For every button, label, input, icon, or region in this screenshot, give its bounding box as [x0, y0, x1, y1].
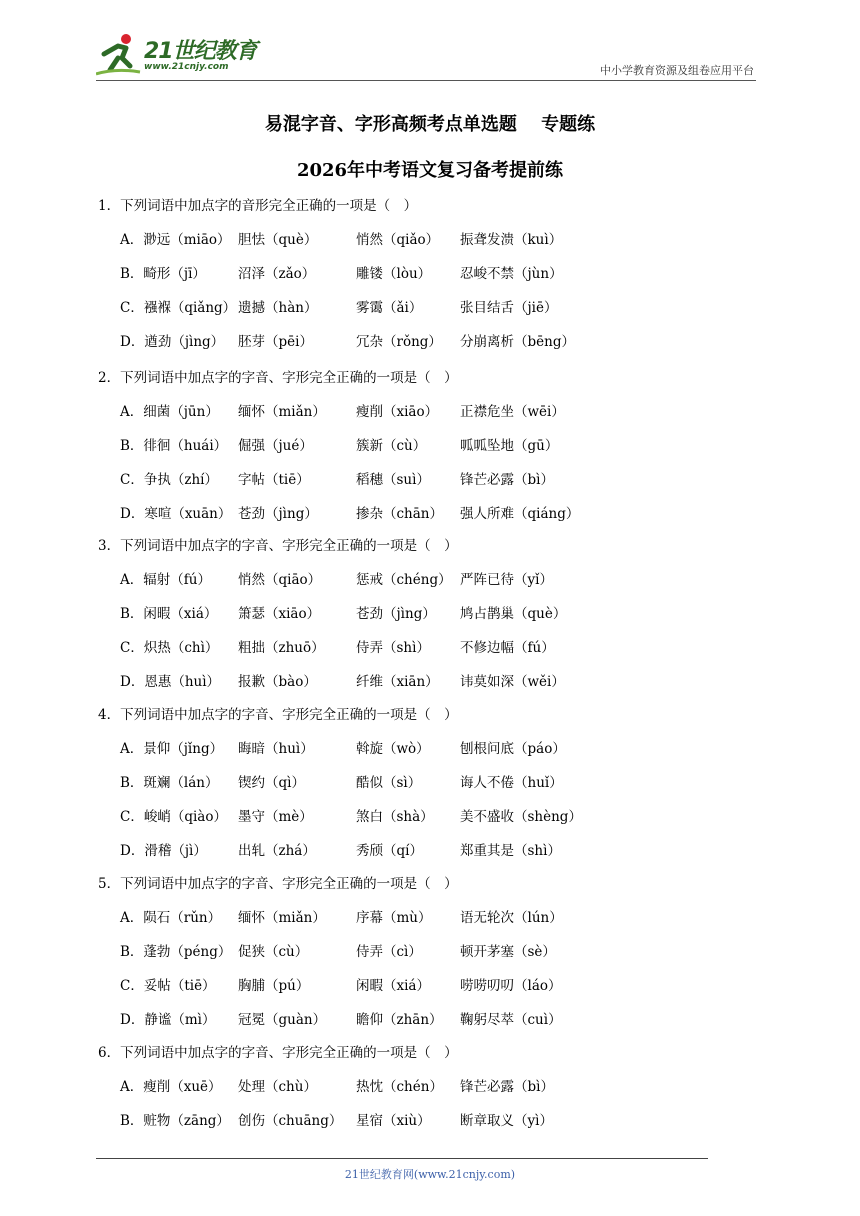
option-word: C．峻峭（qiào）: [120, 809, 227, 825]
option-word: C．妥帖（tiē）: [120, 978, 216, 994]
option-word: 美不盛收（shèng）: [460, 809, 582, 825]
question-stem: 2．下列词语中加点字的字音、字形完全正确的一项是（ ）: [98, 370, 458, 386]
option-word: 胆怯（què）: [238, 232, 318, 248]
option-word: 缅怀（miǎn）: [238, 910, 326, 926]
option-word: 报歉（bào）: [238, 674, 317, 690]
option-word: 断章取义（yì）: [460, 1113, 553, 1129]
question-stem: 3．下列词语中加点字的字音、字形完全正确的一项是（ ）: [98, 538, 458, 554]
option-word: 促狭（cù）: [238, 944, 309, 960]
footer-divider: [96, 1158, 708, 1159]
question-stem: 6．下列词语中加点字的字音、字形完全正确的一项是（ ）: [98, 1045, 458, 1061]
option-word: C．襁褓（qiǎng）: [120, 300, 237, 316]
option-word: 冠冕（guàn）: [238, 1012, 327, 1028]
option-word: 簇新（cù）: [356, 438, 427, 454]
doc-title: 易混字音、字形高频考点单选题 专题练: [264, 114, 596, 135]
option-word: A．渺远（miāo）: [120, 232, 231, 248]
logo-url: www.21cnjy.com: [144, 62, 229, 72]
option-word: 斡旋（wò）: [356, 741, 430, 757]
page-header: [96, 28, 756, 81]
option-word: 苍劲（jìng）: [238, 506, 318, 522]
option-word: B．徘徊（huái）: [120, 438, 228, 454]
option-word: B．闲暇（xiá）: [120, 606, 218, 622]
option-word: A．辐射（fú）: [120, 572, 211, 588]
option-word: 锲约（qì）: [238, 775, 305, 791]
option-word: 诲人不倦（huǐ）: [460, 775, 563, 791]
option-word: 星宿（xiù）: [356, 1113, 431, 1129]
option-word: 箫瑟（xiāo）: [238, 606, 321, 622]
question-stem: 1．下列词语中加点字的音形完全正确的一项是（ ）: [98, 198, 418, 214]
logo-text: 21世纪教育: [144, 39, 257, 64]
option-word: 闲暇（xiá）: [356, 978, 430, 994]
option-word: 唠唠叨叨（láo）: [460, 978, 562, 994]
option-word: 胚芽（pēi）: [238, 334, 313, 350]
site-logo: [96, 32, 266, 76]
option-word: 墨守（mè）: [238, 809, 313, 825]
option-word: 悄然（qiǎo）: [356, 232, 440, 248]
option-word: 鸠占鹊巢（què）: [460, 606, 567, 622]
option-word: D．滑稽（jì）: [120, 843, 207, 859]
option-word: 酷似（sì）: [356, 775, 422, 791]
option-word: 字帖（tiē）: [238, 472, 310, 488]
option-word: 稻穗（suì）: [356, 472, 430, 488]
option-word: 序幕（mù）: [356, 910, 432, 926]
option-word: 遗撼（hàn）: [238, 300, 318, 316]
option-word: B．畸形（jī）: [120, 266, 206, 282]
option-word: 胸脯（pú）: [238, 978, 310, 994]
option-word: 热忱（chén）: [356, 1079, 443, 1095]
option-word: 分崩离析（bēng）: [460, 334, 575, 350]
option-word: 锋芒必露（bì）: [460, 1079, 554, 1095]
option-word: 晦暗（huì）: [238, 741, 314, 757]
option-word: 张目结舌（jiē）: [460, 300, 558, 316]
doc-subtitle: 2026年中考语文复习备考提前练: [296, 160, 564, 181]
option-word: A．细菌（jūn）: [120, 404, 219, 420]
option-word: 秀颀（qí）: [356, 843, 423, 859]
option-word: 沼泽（zǎo）: [238, 266, 316, 282]
option-word: D．遒劲（jìng）: [120, 334, 225, 350]
option-word: 顿开茅塞（sè）: [460, 944, 556, 960]
option-word: 语无轮次（lún）: [460, 910, 563, 926]
option-word: 郑重其是（shì）: [460, 843, 561, 859]
option-word: 呱呱坠地（gū）: [460, 438, 559, 454]
option-word: 瘦削（xiāo）: [356, 404, 439, 420]
option-word: 讳莫如深（wěi）: [460, 674, 565, 690]
option-word: 悄然（qiāo）: [238, 572, 322, 588]
platform-label: 中小学教育资源及组卷应用平台: [600, 64, 754, 77]
option-word: 苍劲（jìng）: [356, 606, 436, 622]
option-word: 冗杂（rǒng）: [356, 334, 442, 350]
page-footer: 21世纪教育网(www.21cnjy.com): [344, 1168, 516, 1181]
option-word: 鞠躬尽萃（cuì）: [460, 1012, 562, 1028]
option-word: 惩戒（chéng）: [356, 572, 452, 588]
option-word: A．景仰（jǐng）: [120, 741, 224, 757]
option-word: 忍峻不禁（jùn）: [460, 266, 563, 282]
option-word: C．炽热（chì）: [120, 640, 219, 656]
option-word: 雕镂（lòu）: [356, 266, 432, 282]
option-word: 缅怀（miǎn）: [238, 404, 326, 420]
option-word: 锋芒必露（bì）: [460, 472, 554, 488]
option-word: B．斑斓（lán）: [120, 775, 219, 791]
option-word: 粗拙（zhuō）: [238, 640, 325, 656]
option-word: 处理（chù）: [238, 1079, 317, 1095]
option-word: A．瘦削（xuē）: [120, 1079, 222, 1095]
option-word: 倔强（jué）: [238, 438, 313, 454]
question-stem: 4．下列词语中加点字的字音、字形完全正确的一项是（ ）: [98, 707, 458, 723]
option-word: 刨根问底（páo）: [460, 741, 566, 757]
option-word: 煞白（shà）: [356, 809, 434, 825]
option-word: B．蓬勃（péng）: [120, 944, 232, 960]
option-word: 强人所难（qiáng）: [460, 506, 580, 522]
option-word: 正襟危坐（wēi）: [460, 404, 565, 420]
option-word: 纤维（xiān）: [356, 674, 439, 690]
option-word: 侍弄（shì）: [356, 640, 430, 656]
option-word: D．静谧（mì）: [120, 1012, 216, 1028]
option-word: B．赃物（zāng）: [120, 1113, 230, 1129]
option-word: D．寒喧（xuān）: [120, 506, 232, 522]
runner-logo-icon: [96, 32, 142, 76]
option-word: 严阵已待（yǐ）: [460, 572, 553, 588]
option-word: C．争执（zhí）: [120, 472, 218, 488]
option-word: 雾霭（ǎi）: [356, 300, 423, 316]
question-stem: 5．下列词语中加点字的字音、字形完全正确的一项是（ ）: [98, 876, 458, 892]
option-word: A．陨石（rǔn）: [120, 910, 222, 926]
option-word: 创伤（chuāng）: [238, 1113, 343, 1129]
option-word: 不修边幅（fú）: [460, 640, 555, 656]
option-word: D．恩惠（huì）: [120, 674, 221, 690]
option-word: 振聋发溃（kuì）: [460, 232, 563, 248]
option-word: 掺杂（chān）: [356, 506, 443, 522]
option-word: 出轧（zhá）: [238, 843, 316, 859]
option-word: 瞻仰（zhān）: [356, 1012, 443, 1028]
option-word: 侍弄（cì）: [356, 944, 422, 960]
